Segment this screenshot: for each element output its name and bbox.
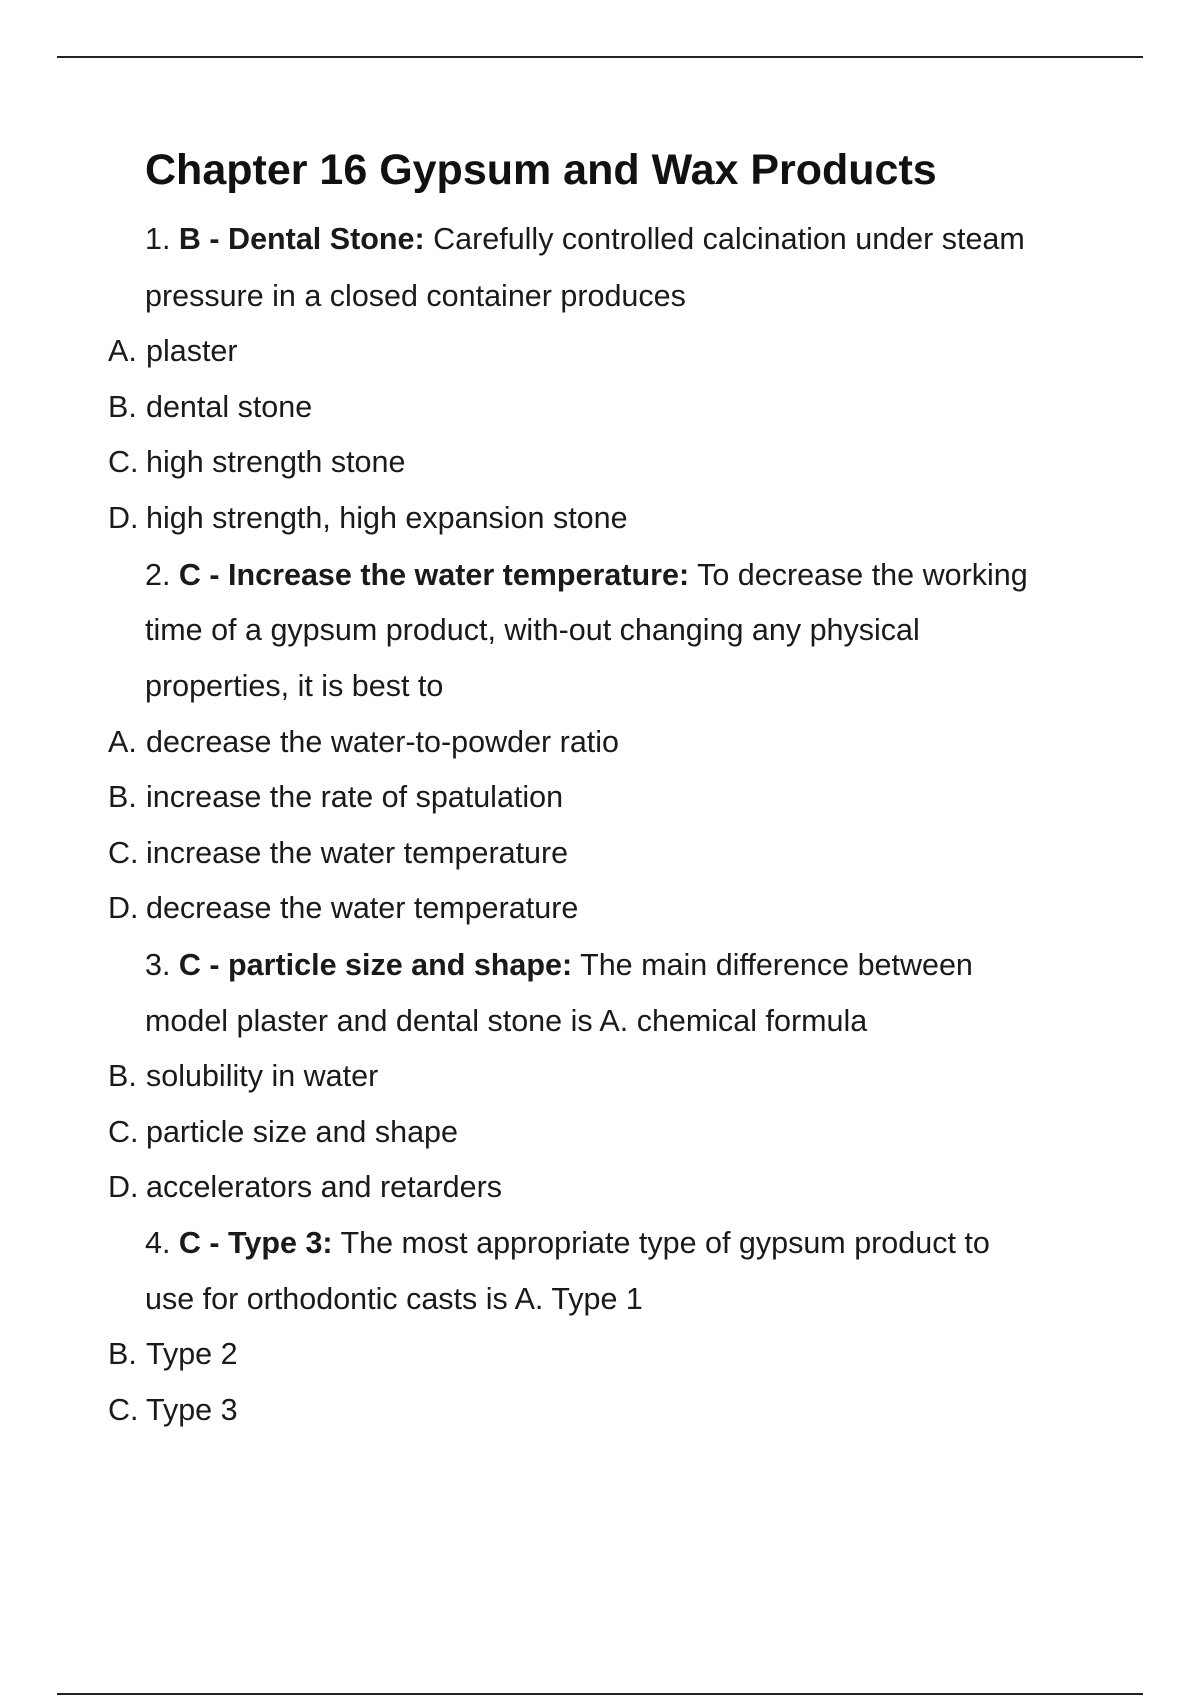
option-text: increase the water temperature (146, 836, 569, 870)
question-4-line-1 (145, 1223, 990, 1263)
option-text: increase the rate of spatulation (146, 780, 564, 814)
question-number: 1. (145, 222, 171, 256)
bottom-rule (57, 1693, 1143, 1695)
question-number: 3. (145, 948, 171, 982)
option-text: plaster (146, 334, 238, 368)
question-2-option-c (108, 833, 568, 873)
option-text: Type 2 (146, 1337, 238, 1371)
option-letter: A. (108, 725, 137, 759)
question-answer: C - Type 3: (178, 1226, 333, 1260)
question-4-option-c (108, 1390, 238, 1430)
option-letter: D. (108, 1170, 139, 1204)
page-title: Chapter 16 Gypsum and Wax Products (145, 146, 937, 194)
option-text: decrease the water temperature (146, 891, 579, 925)
question-number: 2. (145, 558, 171, 592)
option-letter: B. (108, 1337, 137, 1371)
question-answer: C - Increase the water temperature: (178, 558, 690, 592)
question-2-line-1 (145, 555, 1028, 595)
question-stem: The most appropriate type of gypsum product to (340, 1226, 990, 1260)
question-stem: To decrease the working (697, 558, 1028, 592)
top-rule (57, 56, 1143, 58)
question-3-line-1 (145, 945, 973, 985)
question-1-option-a (108, 331, 238, 371)
question-answer: B - Dental Stone: (178, 222, 425, 256)
option-letter: C. (108, 1393, 139, 1427)
question-1-line-1 (145, 219, 1025, 259)
option-letter: C. (108, 1115, 139, 1149)
option-letter: B. (108, 390, 137, 424)
question-2-option-a (108, 722, 619, 762)
question-stem: The main difference between (580, 948, 973, 982)
option-text: high strength stone (146, 445, 406, 479)
option-letter: B. (108, 780, 137, 814)
question-4-option-b (108, 1334, 238, 1374)
question-answer: C - particle size and shape: (178, 948, 573, 982)
option-text: Type 3 (146, 1393, 238, 1427)
question-3-line-2: model plaster and dental stone is A. chemical formula (145, 1004, 868, 1038)
question-2-option-d (108, 888, 578, 928)
question-stem: Carefully controlled calcination under steam (433, 222, 1025, 256)
question-1-option-b (108, 387, 312, 427)
option-text: high strength, high expansion stone (146, 501, 628, 535)
option-text: solubility in water (146, 1059, 379, 1093)
question-3-option-d (108, 1167, 502, 1207)
option-letter: C. (108, 445, 139, 479)
question-1-option-d (108, 498, 628, 538)
question-3-option-b (108, 1056, 378, 1096)
option-text: dental stone (146, 390, 313, 424)
option-letter: C. (108, 836, 139, 870)
question-2-line-3: properties, it is best to (145, 669, 444, 703)
option-text: particle size and shape (146, 1115, 458, 1149)
option-letter: B. (108, 1059, 137, 1093)
question-2-option-b (108, 777, 563, 817)
question-3-option-c (108, 1112, 458, 1152)
option-text: accelerators and retarders (146, 1170, 503, 1204)
option-letter: D. (108, 501, 139, 535)
option-letter: D. (108, 891, 139, 925)
question-1-line-2: pressure in a closed container produces (145, 279, 686, 313)
question-4-line-2: use for orthodontic casts is A. Type 1 (145, 1282, 643, 1316)
question-2-line-2: time of a gypsum product, with-out changing any physical (145, 613, 920, 647)
question-1-option-c (108, 442, 405, 482)
option-text: decrease the water-to-powder ratio (146, 725, 619, 759)
question-number: 4. (145, 1226, 171, 1260)
option-letter: A. (108, 334, 137, 368)
